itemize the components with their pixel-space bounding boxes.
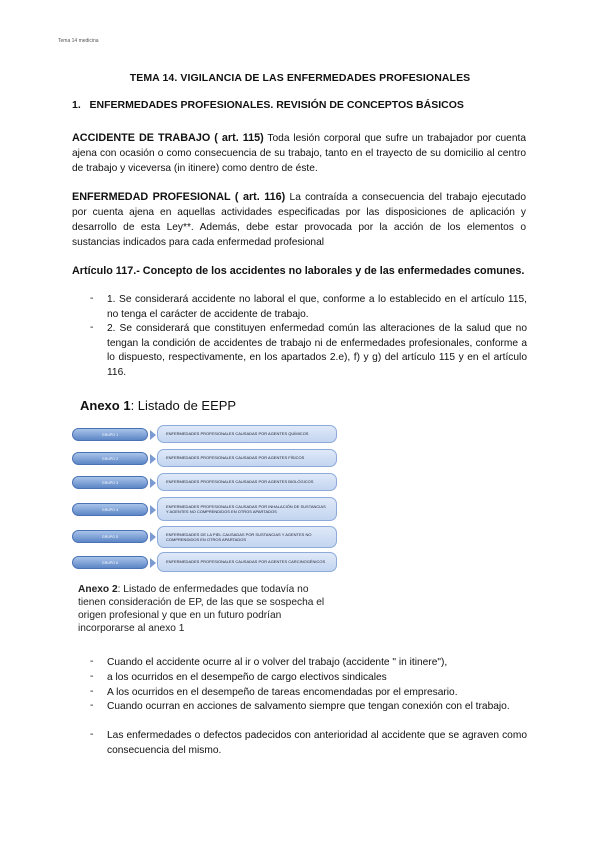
grupo-desc: ENFERMEDADES PROFESIONALES CAUSADAS POR AGENTES CARCINOGÉNICOS <box>157 552 337 572</box>
list2-item: Cuando el accidente ocurre al ir o volver del trabajo (accidente " in itinere"), <box>107 657 448 668</box>
page-title: TEMA 14. VIGILANCIA DE LAS ENFERMEDADES PROFESIONALES <box>129 72 471 84</box>
anexo1-heading <box>80 398 236 413</box>
grupo-desc: ENFERMEDADES PROFESIONALES CAUSADAS POR AGENTES QUÍMICOS <box>157 425 337 443</box>
list-dash: - <box>90 322 94 333</box>
anexo1-title: : Listado de EEPP <box>130 398 237 413</box>
grupo-pill: GRUPO 4 <box>72 503 148 516</box>
enfermedad-text: La contraída a consecuencia del trabajo ejecutado por cuenta ajena en aquellas actividades especificadas por las disposiciones de aplicación y desarrollo de esta Ley**. Además, debe estar provocada por la acción de los elementos o sustancias indicados para cada enfermedad profesional <box>72 192 526 248</box>
arrow-icon <box>150 454 156 464</box>
arrow-icon <box>150 505 156 515</box>
anexo2-label: Anexo 2 <box>78 584 118 595</box>
list2-item: Las enfermedades o defectos padecidos con anterioridad al accidente que se agraven como consecuencia del mismo. <box>107 730 527 756</box>
list-dash: - <box>90 656 94 667</box>
grupo-pill: GRUPO 1 <box>72 428 148 441</box>
list2-item: A los ocurridos en el desempeño de tareas encomendadas por el empresario. <box>107 687 458 698</box>
list-dash: - <box>90 729 94 740</box>
articulo-item-1: 1. Se considerará accidente no laboral el que, conforme a lo establecido en el artículo 115, no tenga el carácter de accidente de trabajo. <box>107 294 527 320</box>
list-dash: - <box>90 671 94 682</box>
grupo-pill: GRUPO 5 <box>72 530 148 543</box>
enfermedad-term: ENFERMEDAD PROFESIONAL ( art. 116) <box>72 191 286 203</box>
grupo-pill: GRUPO 3 <box>72 476 148 489</box>
enfermedad-paragraph <box>72 190 526 250</box>
articulo-item-2: 2. Se considerará que constituyen enfermedad común las alteraciones de la salud que no tengan la condición de accidentes de trabajo ni de enfermedades profesionales, conforme a lo dispuesto, respectivamente, en los apartados 2.e), f) y g) del artículo 115 y en el artículo 116. <box>107 323 527 378</box>
accidente-text: Toda lesión corporal que sufre un trabajador por cuenta ajena con ocasión o como consecuencia de su trabajo, tanto en el trayecto de su domicilio al centro de trabajo y viceversa (in itinere) como dentro de éste. <box>72 133 526 174</box>
anexo2-text: : Listado de enfermedades que todavía no tienen consideración de EP, de las que se sospecha el origen profesional y que en un futuro podrían incorporarse al anexo 1 <box>78 584 325 634</box>
grupo-desc: ENFERMEDADES DE LA PIEL CAUSADAS POR SUSTANCIAS Y AGENTES NO COMPRENDIDOS EN OTROS APARTADOS <box>157 526 337 548</box>
grupo-desc: ENFERMEDADES PROFESIONALES CAUSADAS POR AGENTES BIOLÓGICOS <box>157 473 337 491</box>
list-dash: - <box>90 700 94 711</box>
section-heading <box>72 99 464 111</box>
grupo-pill: GRUPO 2 <box>72 452 148 465</box>
section-number: 1. <box>72 99 81 111</box>
running-head: Tema 14 medicina <box>58 38 99 44</box>
articulo-heading: Artículo 117.- Concepto de los accidentes no laborales y de las enfermedades comunes. <box>72 265 525 277</box>
section-title: ENFERMEDADES PROFESIONALES. REVISIÓN DE CONCEPTOS BÁSICOS <box>89 99 464 111</box>
accidente-term: ACCIDENTE DE TRABAJO ( art. 115) <box>72 132 264 144</box>
anexo2-caption <box>78 583 328 635</box>
arrow-icon <box>150 430 156 440</box>
grupo-pill: GRUPO 6 <box>72 556 148 569</box>
arrow-icon <box>150 558 156 568</box>
grupo-desc: ENFERMEDADES PROFESIONALES CAUSADAS POR INHALACIÓN DE SUSTANCIAS Y AGENTES NO COMPRENDIDOS EN OTROS APARTADOS <box>157 497 337 521</box>
anexo1-label: Anexo 1 <box>80 398 131 413</box>
list2-item: Cuando ocurran en acciones de salvamento siempre que tengan conexión con el trabajo. <box>107 701 510 712</box>
arrow-icon <box>150 532 156 542</box>
accidente-paragraph <box>72 131 526 176</box>
list-dash: - <box>90 293 94 304</box>
arrow-icon <box>150 478 156 488</box>
grupo-desc: ENFERMEDADES PROFESIONALES CAUSADAS POR AGENTES FÍSICOS <box>157 449 337 467</box>
list-dash: - <box>90 686 94 697</box>
list2-item: a los ocurridos en el desempeño de cargo electivos sindicales <box>107 672 387 683</box>
